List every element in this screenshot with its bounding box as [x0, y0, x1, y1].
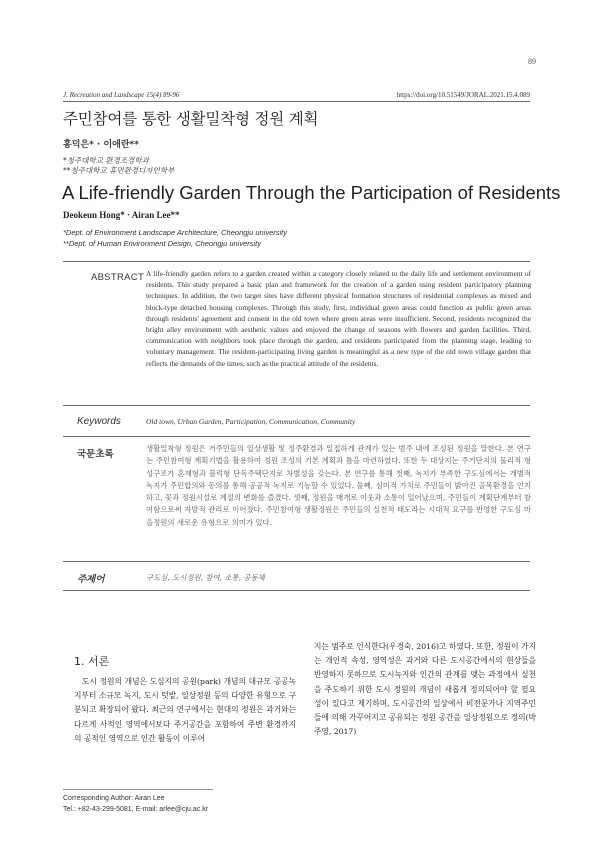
korean-title: 주민참여를 통한 생활밀착형 정원 계획	[63, 110, 319, 128]
keywords-text: Old town, Urban Garden, Participation, Communication, Community	[146, 417, 356, 426]
abstract-text: A life-friendly garden refers to a garden created within a category closely related to the daily life and settlement environment of residents. This study prepared a basic plan and framework for the creation of a garden using resident participatory planning techniques. In addition, the two target sites have different physical formation structures of residential complexes as mixed and block-type detached housing complexes. Through this study, first, individual green areas could function as public green areas through residents' agreement and consent in the old town where green areas were insufficient. Second, residents recognized the bright alley environment with aesthetic values and enjoyed the change of seasons with flowers and garden facilities. Third, communication with neighbors took place through the garden, and residents participated from the planning stage, leading to voluntary management. The resident-participating living garden is meaningful as a new type of the old town village garden that reflects the demands of the times, such as the practical attitude of the residents.	[146, 269, 531, 368]
journal-citation: J. Recreation and Landscape 15(4) 89-96	[63, 91, 180, 99]
korean-abstract-top-rule	[63, 436, 530, 437]
doi-link[interactable]: https://doi.org/10.51549/JORAL.2021.15.4.089	[396, 91, 530, 99]
keywords-top-rule	[63, 405, 530, 406]
korean-keywords-label: 주제어	[77, 574, 105, 585]
korean-abstract-label: 국문초록	[77, 449, 114, 460]
header-rule	[63, 101, 530, 102]
korean-authors: 홍덕은* · 이애란**	[63, 140, 139, 150]
footnote-contact: Tel.: +82-43-299-5081, E-mail: arlee@cju.ac.kr	[63, 806, 209, 813]
page-number: 89	[528, 57, 536, 66]
footnote-corresponding-author: Corresponding Author: Airan Lee	[63, 795, 165, 802]
intro-paragraph-right: 지는 범주로 인식한다(우경숙, 2016)고 하였다. 또한, 정원이 가지는 개인적 속성, 영역성은 과거와 다른 도시공간에서의 현상들을 반영하지 못하므로 도시녹지와 인간의 관계를 맺는 과정에서 실천을 주도하기 위한 도시 정원의 개념이 새롭게 정의되어야 할 필요성이 있다고 제기하며, 도시공간의 일상에서 비전문가나 지역주민들에 의해 가꾸어지고 공유되는 정원 공간을 일상정원으로 정의(박주영, 2017)	[314, 642, 536, 737]
korean-abstract-text: 생활밀착형 정원은 거주민들의 일상생활 및 정주환경과 밀접하게 관계가 있는 범주 내에 조성된 정원을 말한다. 본 연구는 주민참여형 계획기법을 활용하여 정원 조성의 기본 계획과 틀을 마련하였다. 또한 두 대상지는 주거단지의 물리적 형성구조가 혼재형과 블럭형 단독주택단지로 차별성을 갖는다. 본 연구를 통해 첫째, 녹지가 부족한 구도심에서는 개별적 녹지가 주민합의와 동의를 통해 공공적 녹지로 기능할 수 있었다. 둘째, 심미적 가치로 주민들이 밝아진 골목환경을 인지하고, 꽃과 정원시설로 계절의 변화를 즐겼다. 셋째, 정원을 매개로 이웃과 소통이 일어났으며, 주민들이 계획단계부터 참여함으로써 자발적 관리로 이어졌다. 주민참여형 생활정원은 주민들의 실천적 태도라는 시대적 요구를 반영한 구도심 마을정원의 새로운 유형으로 의미가 있다.	[146, 444, 531, 527]
korean-keywords-top-rule	[63, 561, 530, 562]
body-column-right	[314, 640, 536, 739]
keywords-label: Keywords	[77, 416, 121, 427]
body-column-left	[74, 675, 296, 746]
korean-affiliation-2: **청주대학교 휴먼환경디자인학부	[63, 166, 175, 175]
korean-keywords-text: 구도심, 도시정원, 참여, 소통, 공동체	[146, 573, 265, 582]
english-affiliation-2: **Dept. of Human Environment Design, Cheongju university	[63, 239, 262, 248]
korean-affiliation-1: *청주대학교 환경조경학과	[63, 156, 149, 165]
intro-paragraph-left: 도시 정원의 개념은 도심지의 공원(park) 개념의 대규모 공공녹지부터 소규모 녹지, 도시 텃밭, 일상정원 등의 다양한 유형으로 구분되고 확장되어 왔다. 최근의 연구에서는 현대의 정원은 과거와는 다르게 사적인 영역에서보다 주거공간을 포함하여 주변 환경까지의 공적인 영역으로 인간 활동이 이루어	[74, 677, 296, 743]
english-authors: Deokeun Hong* · Airan Lee**	[63, 210, 180, 220]
footnote-rule	[63, 789, 213, 790]
english-affiliation-1: *Dept. of Environment Landscape Architecture, Cheongju university	[63, 228, 288, 237]
english-title: A Life-friendly Garden Through the Participation of Residents	[62, 182, 561, 203]
korean-keywords-bottom-rule	[63, 590, 530, 591]
abstract-label: ABSTRACT	[91, 272, 145, 283]
section-title-introduction: 1. 서론	[74, 655, 110, 668]
abstract-top-rule	[63, 261, 530, 262]
